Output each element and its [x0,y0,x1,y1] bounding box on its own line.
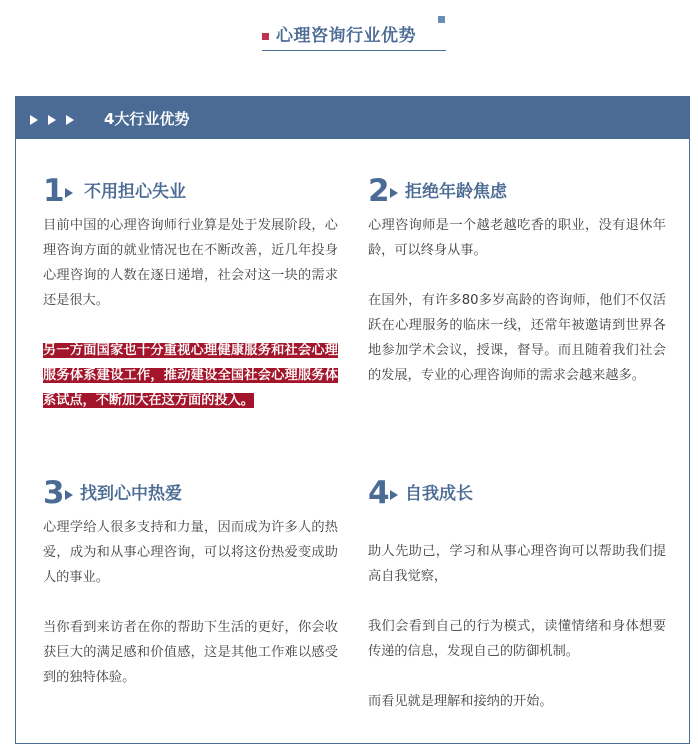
section-number: 3 [43,475,65,511]
section-heading [368,173,666,213]
section-paragraph: 心理咨询师是一个越老越吃香的职业，没有退休年龄，可以终身从事。 [368,218,666,258]
blue-square-icon [438,16,445,23]
section-1 [43,173,338,413]
section-title: 拒绝年龄焦虑 [405,182,507,202]
play-arrow-icon [30,115,38,125]
arrow-group [30,109,84,127]
section-number: 1 [43,173,65,209]
highlight-text: 另一方面国家也十分重视心理健康服务和社会心理服务体系建设工作，推动建设全国社会心理服务体系试点，不断加大在这方面的投入。 [43,343,338,408]
section-title: 不用担心失业 [84,182,186,202]
section-paragraph: 而看见就是理解和接纳的开始。 [368,694,553,709]
card-title: 4大行业优势 [104,110,190,128]
section-paragraph: 我们会看到自己的行为模式，读懂情绪和身体想要传递的信息，发现自己的防御机制。 [368,619,666,659]
triangle-icon [390,490,398,500]
play-arrow-icon [66,115,74,125]
section-paragraph: 助人先助己，学习和从事心理咨询可以帮助我们提高自我觉察， [368,544,666,584]
section-heading [43,173,338,213]
section-3 [43,475,338,690]
play-arrow-icon [48,115,56,125]
section-paragraph: 当你看到来访者在你的帮助下生活的更好，你会收获巨大的满足感和价值感，这是其他工作难以感受到的独特体验。 [43,620,338,685]
section-paragraph: 在国外，有许多80多岁高龄的咨询师，他们不仅活跃在心理服务的临床一线，还常年被邀请到世界各地参加学术会议，授课，督导。而且随着我们社会的发展，专业的心理咨询师的需求会越来越多。 [368,293,666,383]
advantages-card [15,96,690,744]
section-heading [368,475,666,515]
section-paragraph: 心理学给人很多支持和力量，因而成为许多人的热爱，成为和从事心理咨询，可以将这份热爱变成助人的事业。 [43,520,338,585]
page-title: 心理咨询行业优势 [276,26,416,46]
section-number: 4 [368,475,390,511]
triangle-icon [65,188,73,198]
triangle-icon [390,188,398,198]
triangle-icon [65,490,73,500]
red-square-icon [262,33,269,40]
card-header [16,97,689,139]
section-paragraph: 目前中国的心理咨询师行业算是处于发展阶段，心理咨询方面的就业情况也在不断改善，近几年投身心理咨询的人数在逐日递增，社会对这一块的需求还是很大。 [43,218,338,308]
section-title: 自我成长 [405,484,473,504]
section-2 [368,173,666,388]
section-title: 找到心中热爱 [80,484,182,504]
section-heading [43,475,338,515]
title-underline [262,50,446,51]
section-4 [368,475,666,714]
highlight-paragraph [43,338,338,413]
section-number: 2 [368,173,390,209]
page-header [262,16,446,54]
